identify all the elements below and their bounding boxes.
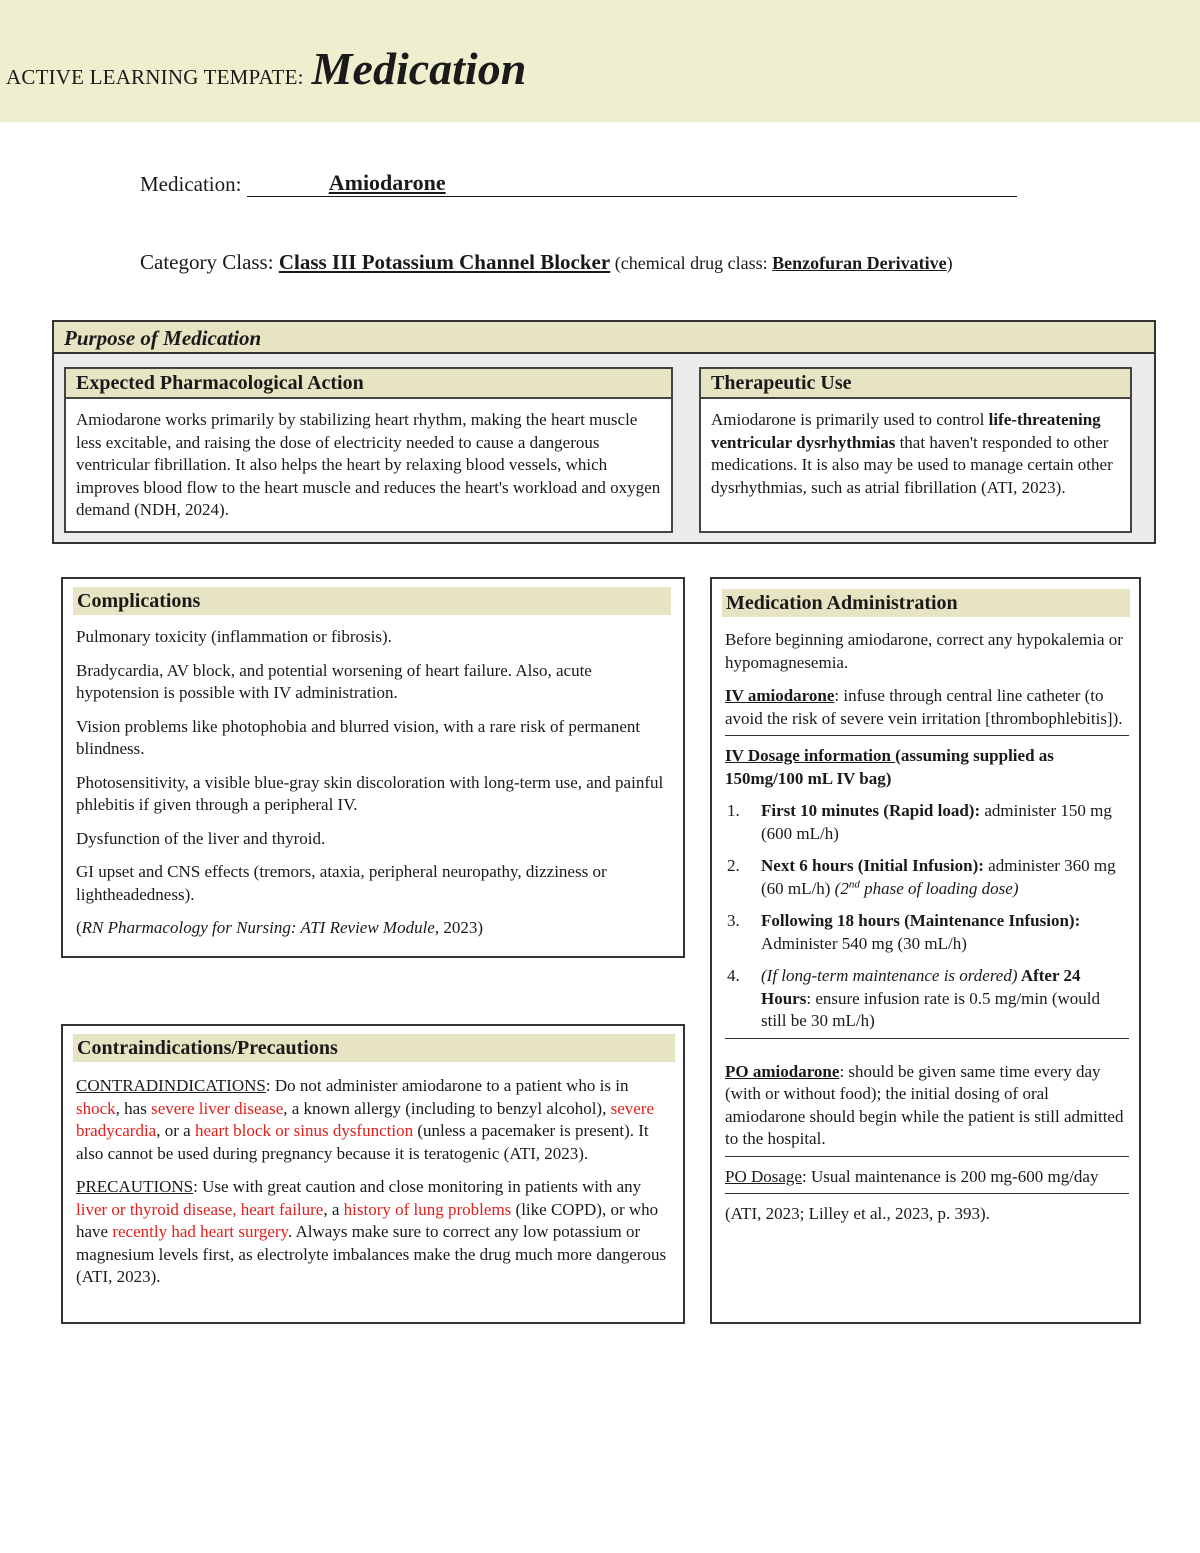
contra-liver: severe liver disease [151,1098,284,1118]
therapeutic-text-2: that haven't responded to other medications. It is also may be used to manage certain other dysrhythmias, such as atrial fibrillation (ATI, 2023). [711,432,1113,497]
dosage-step [725,855,1129,900]
contra-text: , has [115,1098,152,1118]
cite-title: RN Pharmacology for Nursing: ATI Review Module [81,918,435,937]
complication-item: Bradycardia, AV block, and potential worsening of heart failure. Also, acute hypotension is possible with IV administration. [76,660,592,702]
iv-dosage-heading [725,745,1129,790]
contra-heart-block: heart block or sinus dysfunction [194,1121,414,1140]
dosage-step [725,965,1129,1033]
expected-action-title: Expected Pharmacological Action [66,369,671,399]
contra-text: : Do not administer amiodarone to a patient who is in [265,1076,629,1095]
step-number: 2. [727,856,740,875]
category-line [140,250,953,275]
step-text: : ensure infusion rate is 0.5 mg/min (would still be 30 mL/h) [761,988,1101,1030]
purpose-title: Purpose of Medication [54,322,1154,354]
contraindications-paragraph [76,1075,676,1165]
po-label: PO amiodarone [725,1061,840,1081]
dosage-step [725,800,1129,845]
precaution-text: (like COPD), or who have [76,1199,659,1241]
po-dosage-label: PO Dosage [725,1166,802,1186]
medication-label: Medication: [140,172,247,196]
template-prefix: ACTIVE LEARNING TEMPATE: [6,65,304,89]
precaution-surgery: recently had heart surgery [112,1222,288,1241]
dosage-step [725,910,1129,955]
divider [725,735,1129,736]
therapeutic-highlight: life-threatening ventricular dysrhythmias [711,410,1101,452]
step-number: 4. [727,966,740,985]
po-dosage-text: : Usual maintenance is 200 mg-600 mg/day [801,1166,1099,1186]
step-title: Next 6 hours (Initial Infusion): [761,856,984,875]
complication-item: Dysfunction of the liver and thyroid. [76,828,326,848]
complication-item: Vision problems like photophobia and blurred vision, with a rare risk of permanent blindness. [76,716,641,758]
cite-rest: , 2023) [434,918,484,937]
precautions-label: PRECAUTIONS [76,1177,194,1196]
medication-line [140,172,1017,197]
iv-label: IV amiodarone [725,686,835,705]
chem-suffix: ) [946,253,953,273]
step-title: After 24 Hours [761,966,1081,1008]
administration-citation: (ATI, 2023; Lilley et al., 2023, p. 393). [725,1204,990,1223]
divider [725,1193,1129,1194]
therapeutic-use-title: Therapeutic Use [701,369,1130,399]
step-note: (If long-term maintenance is ordered) [761,966,1018,985]
administration-title: Medication Administration [722,589,1130,617]
cite-open: ( [76,918,82,937]
step-number: 1. [727,801,740,820]
expected-action-box [64,367,673,533]
contra-text: , a known allergy (including to benzyl alcohol), [283,1098,611,1118]
therapeutic-use-text [701,399,1130,499]
administration-intro: Before beginning amiodarone, correct any hypokalemia or hypomagnesemia. [725,630,1123,672]
divider [725,1156,1129,1157]
step-note: (2 [834,878,849,898]
complications-citation [76,917,676,940]
contraindications-label: CONTRADINDICATIONS [76,1076,266,1095]
complication-item: Photosensitivity, a visible blue-gray skin discoloration with long-term use, and painful phlebitis if given through a peripheral IV. [76,772,664,814]
complication-item: Pulmonary toxicity (inflammation or fibrosis). [76,627,392,646]
medication-name: Amiodarone [328,170,446,195]
po-text: : should be given same time every day (with or without food); the initial dosing of oral amiodarone should begin while the patient is still admitted to the hospital. [725,1061,1124,1148]
step-text: Administer 540 mg (30 mL/h) [761,933,967,953]
chem-class: Benzofuran Derivative [772,253,947,273]
expected-action-text: Amiodarone works primarily by stabilizing heart rhythm, making the heart muscle less excitable, and raising the dose of electricity needed to cause a dangerous ventricular fibrillation. It also helps the heart by relaxing blood vessels, which improves blood flow to the heart muscle and reduces the heart's workload and oxygen demand (NDH, 2024). [76,410,661,519]
iv-dosage-label: IV Dosage information [725,746,896,765]
category-label: Category Class: [140,250,279,274]
step-text: administer 360 mg (60 mL/h) [761,856,1116,898]
step-number: 3. [727,911,740,930]
step-text: administer 150 mg (600 mL/h) [761,801,1112,843]
iv-text: : infuse through central line catheter (to avoid the risk of severe vein irritation [thrombophlebitis]). [725,686,1123,728]
po-dosage [725,1166,1129,1189]
step-title: Following 18 hours (Maintenance Infusion): [761,911,1081,930]
precaution-liver: liver or thyroid disease, heart failure [76,1199,324,1219]
template-title [6,42,526,95]
iv-dosage-note: (assuming supplied as 150mg/100 mL IV bag) [725,746,1054,788]
category-class: Class III Potassium Channel Blocker [278,250,611,274]
precaution-text: , a [323,1199,344,1219]
template-heading: Medication [311,43,527,94]
contraindications-section [61,1024,685,1324]
iv-paragraph [725,685,1129,730]
complications-section [61,577,685,958]
contra-text: (unless a pacemaker is present). It also cannot be used during pregnancy because it is teratogenic (ATI, 2023). [76,1121,649,1163]
step-title: First 10 minutes (Rapid load): [761,801,981,820]
purpose-section [52,320,1156,544]
complication-item: GI upset and CNS effects (tremors, ataxia, peripheral neuropathy, dizziness or lightheadedness). [76,862,607,904]
therapeutic-use-box [699,367,1132,533]
therapeutic-text-1: Amiodarone is primarily used to control [711,410,989,429]
precaution-text: . Always make sure to correct any low potassium or magnesium levels first, as electrolyte imbalances make the drug much more dangerous (ATI, 2023). [76,1222,667,1286]
administration-section [710,577,1141,1324]
divider [725,1038,1129,1039]
po-paragraph [725,1061,1129,1151]
contraindications-body [76,1075,676,1300]
step-note-sup: nd [848,877,860,890]
contraindications-title: Contraindications/Precautions [73,1034,675,1062]
contra-shock: shock [76,1098,116,1118]
complications-title: Complications [73,587,671,615]
administration-body [725,629,1129,1237]
complications-list [76,626,676,951]
step-note: phase of loading dose) [859,878,1019,898]
precaution-lung: history of lung problems [343,1199,512,1219]
contra-bradycardia: severe bradycardia [76,1098,655,1140]
precautions-paragraph [76,1176,676,1289]
contra-text: , or a [156,1121,195,1140]
precaution-text: : Use with great caution and close monitoring in patients with any [193,1177,642,1196]
chem-prefix: (chemical drug class: [610,253,773,273]
iv-dosage-steps [725,800,1129,1033]
medication-blank [247,172,1017,197]
